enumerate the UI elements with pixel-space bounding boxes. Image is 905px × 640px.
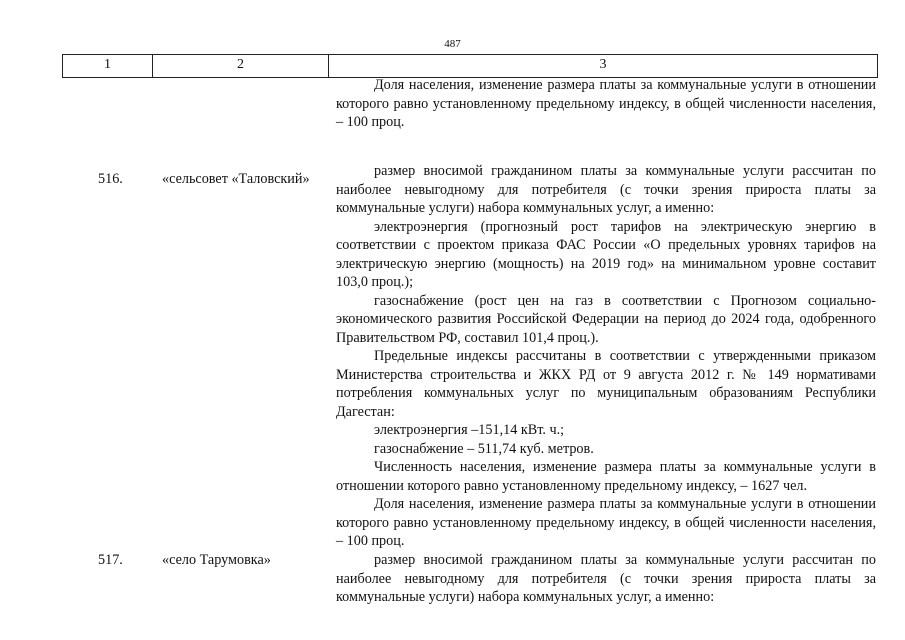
row-text-516 <box>336 162 876 551</box>
continuation-text <box>336 76 876 132</box>
row-number-516: 516. <box>98 171 123 187</box>
row-name-516: «сельсовет «Таловский» <box>162 171 310 187</box>
paragraph: Предельные индексы рассчитаны в соответствии с утвержденными приказом Министерства строительства и ЖКХ РД от 9 августа 2012 г. № 149 нормативами потребления коммунальных услуг по муниципальным образованиям Республики Дагестан: <box>336 348 876 420</box>
paragraph: Доля населения, изменение размера платы за коммунальные услуги в отношении которого равно установленному предельному индексу, в общей численности населения, – 100 проц. <box>336 496 876 549</box>
row-name-517: «село Тарумовка» <box>162 552 271 568</box>
paragraph: электроэнергия –151,14 кВт. ч.; <box>374 422 565 438</box>
table-header-col-3: 3 <box>328 55 878 77</box>
table-header-col-1: 1 <box>62 55 152 77</box>
table-header-col-2: 2 <box>152 55 328 77</box>
table-header-row <box>62 54 878 78</box>
paragraph: размер вносимой гражданином платы за коммунальные услуги рассчитан по наиболее невыгодному для потребителя (с точки зрения прироста платы за коммунальные услуги) набора коммунальных услуг, а именно: <box>336 163 876 216</box>
paragraph: газоснабжение (рост цен на газ в соответствии с Прогнозом социально-экономического развития Российской Федерации на период до 2024 года, одобренного Правительством РФ, составил 101,4 проц.). <box>336 292 876 346</box>
paragraph: электроэнергия (прогнозный рост тарифов на электрическую энергию в соответствии с проектом приказа ФАС России «О предельных уровнях тарифов на электрическую энергию (мощность) на 2019 год» на минимальном уровне составит 103,0 проц.); <box>336 218 876 290</box>
paragraph: Доля населения, изменение размера платы за коммунальные услуги в отношении которого равно установленному предельному индексу, в общей численности населения, – 100 проц. <box>336 77 876 130</box>
row-number-517: 517. <box>98 552 123 568</box>
row-text-517 <box>336 551 876 607</box>
paragraph: газоснабжение – 511,74 куб. метров. <box>374 440 594 457</box>
page-number: 487 <box>444 38 461 50</box>
paragraph: Численность населения, изменение размера платы за коммунальные услуги в отношении которого равно установленному предельному индексу, – 1627 чел. <box>336 459 876 494</box>
paragraph: размер вносимой гражданином платы за коммунальные услуги рассчитан по наиболее невыгодному для потребителя (с точки зрения прироста платы за коммунальные услуги) набора коммунальных услуг, а именно: <box>336 552 876 605</box>
